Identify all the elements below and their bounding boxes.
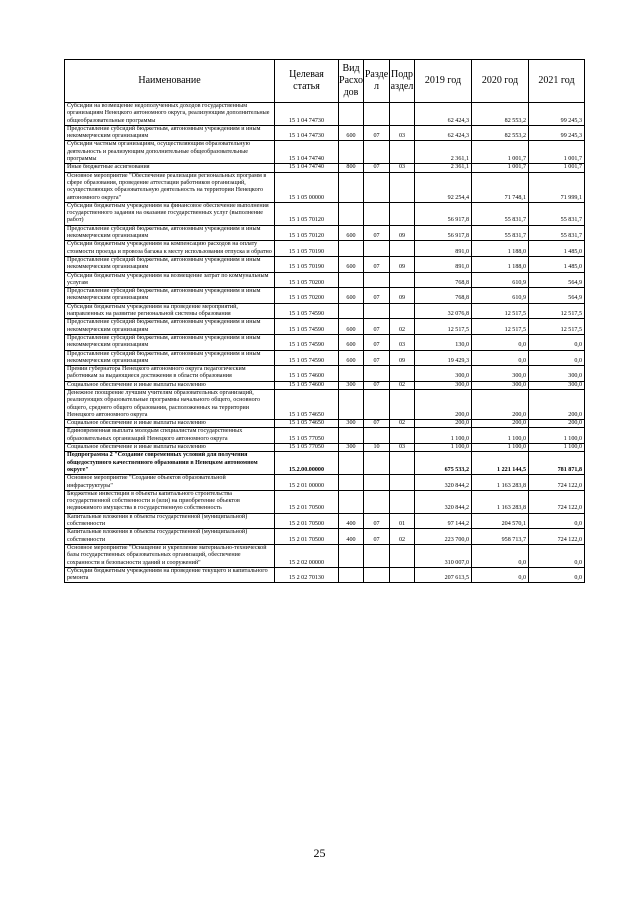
cell-2021: 0,0	[529, 544, 585, 567]
cell-name: Предоставление субсидий бюджетным, автономным учреждениям и иным некоммерческим организациям	[65, 225, 275, 241]
cell-2020: 0,0	[472, 334, 529, 350]
col-header-2020: 2020 год	[472, 60, 529, 103]
cell-expense-type	[339, 389, 364, 419]
cell-expense-type	[339, 475, 364, 491]
cell-subsection: 09	[390, 256, 415, 272]
cell-section: 07	[364, 381, 390, 389]
cell-expense-type: 600	[339, 319, 364, 335]
table-row	[65, 567, 585, 583]
cell-code: 15 1 05 74590	[275, 334, 339, 350]
cell-name: Предоставление субсидий бюджетным, автономным учреждениям и иным некоммерческим организациям	[65, 319, 275, 335]
cell-name: Основное мероприятие "Оснащение и укрепление материально-технической базы государственных образовательных организаций, обеспечение сохранности и безопасности зданий и сооружений"	[65, 544, 275, 567]
cell-expense-type: 300	[339, 420, 364, 428]
cell-2021: 1 001,7	[529, 141, 585, 164]
cell-2020: 610,9	[472, 272, 529, 288]
cell-2021: 55 831,7	[529, 202, 585, 225]
cell-2021: 564,9	[529, 272, 585, 288]
cell-2019: 223 700,0	[415, 529, 472, 545]
cell-section	[364, 366, 390, 382]
cell-2019: 300,0	[415, 366, 472, 382]
cell-subsection: 01	[390, 513, 415, 529]
cell-section: 07	[364, 319, 390, 335]
cell-subsection	[390, 544, 415, 567]
table-row	[65, 172, 585, 202]
cell-2020: 12 517,5	[472, 319, 529, 335]
cell-2021: 12 517,5	[529, 303, 585, 319]
cell-2021: 564,9	[529, 288, 585, 304]
cell-2019: 62 424,3	[415, 125, 472, 141]
cell-code: 15 1 04 74740	[275, 141, 339, 164]
cell-expense-type	[339, 544, 364, 567]
cell-2019: 19 429,3	[415, 350, 472, 366]
cell-2021: 99 245,3	[529, 103, 585, 126]
cell-2019: 2 361,1	[415, 141, 472, 164]
cell-code: 15 1 05 70200	[275, 288, 339, 304]
cell-name: Социальное обеспечение и иные выплаты населению	[65, 381, 275, 389]
cell-subsection: 02	[390, 420, 415, 428]
table-row	[65, 420, 585, 428]
cell-section	[364, 303, 390, 319]
table-row	[65, 544, 585, 567]
cell-expense-type: 400	[339, 529, 364, 545]
cell-2019: 97 144,2	[415, 513, 472, 529]
cell-2020: 610,9	[472, 288, 529, 304]
cell-subsection	[390, 103, 415, 126]
table-row	[65, 319, 585, 335]
cell-code: 15 1 05 70190	[275, 241, 339, 257]
cell-code: 15 1 05 70120	[275, 202, 339, 225]
cell-subsection	[390, 303, 415, 319]
col-header-section: Разде л	[364, 60, 390, 103]
cell-subsection	[390, 428, 415, 444]
cell-2019: 675 533,2	[415, 452, 472, 475]
cell-expense-type: 600	[339, 256, 364, 272]
cell-2019: 320 844,2	[415, 490, 472, 513]
cell-2020: 204 570,1	[472, 513, 529, 529]
table-row	[65, 164, 585, 172]
cell-section: 07	[364, 125, 390, 141]
cell-2021: 55 831,7	[529, 225, 585, 241]
cell-name: Предоставление субсидий бюджетным, автономным учреждениям и иным некоммерческим организациям	[65, 288, 275, 304]
cell-2021: 724 122,0	[529, 529, 585, 545]
cell-2020: 0,0	[472, 567, 529, 583]
cell-2021: 724 122,0	[529, 475, 585, 491]
cell-subsection: 03	[390, 125, 415, 141]
cell-subsection	[390, 366, 415, 382]
cell-subsection	[390, 141, 415, 164]
cell-2019: 300,0	[415, 381, 472, 389]
cell-name: Субсидии бюджетным учреждениям на возмещение затрат по коммунальным услугам	[65, 272, 275, 288]
cell-2020: 1 001,7	[472, 141, 529, 164]
cell-name: Основное мероприятие "Обеспечение реализации региональных программ в сфере образования, проведение аттестации работников организаций, осуществляющих образовательную деятельность на территории Ненецкого автономного округа"	[65, 172, 275, 202]
cell-section: 07	[364, 513, 390, 529]
cell-2019: 1 100,0	[415, 444, 472, 452]
cell-expense-type: 600	[339, 125, 364, 141]
cell-2019: 891,0	[415, 256, 472, 272]
cell-subsection	[390, 567, 415, 583]
cell-code: 15 2 02 00000	[275, 544, 339, 567]
cell-code: 15 1 05 74600	[275, 381, 339, 389]
cell-expense-type	[339, 567, 364, 583]
cell-name: Единовременная выплата молодым специалистам государственных образовательных организаций Ненецкого автономного округа	[65, 428, 275, 444]
cell-section: 07	[364, 225, 390, 241]
cell-name: Социальное обеспечение и иные выплаты населению	[65, 420, 275, 428]
cell-name: Предоставление субсидий бюджетным, автономным учреждениям и иным некоммерческим организациям	[65, 334, 275, 350]
cell-name: Субсидии бюджетным учреждениям на финансовое обеспечение выполнения государственного задания на оказание государственных услуг (выполнение работ)	[65, 202, 275, 225]
cell-2019: 891,0	[415, 241, 472, 257]
table-row	[65, 475, 585, 491]
cell-2019: 92 254,4	[415, 172, 472, 202]
cell-2021: 300,0	[529, 366, 585, 382]
cell-2020: 82 553,2	[472, 125, 529, 141]
col-header-name: Наименование	[65, 60, 275, 103]
cell-name: Основное мероприятие "Создание объектов образовательной инфраструктуры"	[65, 475, 275, 491]
cell-name: Социальное обеспечение и иные выплаты населению	[65, 444, 275, 452]
cell-expense-type	[339, 303, 364, 319]
table-row	[65, 366, 585, 382]
cell-name: Предоставление субсидий бюджетным, автономным учреждениям и иным некоммерческим организациям	[65, 350, 275, 366]
cell-2019: 62 424,3	[415, 103, 472, 126]
cell-2019: 768,8	[415, 272, 472, 288]
cell-section	[364, 103, 390, 126]
cell-expense-type: 300	[339, 381, 364, 389]
cell-subsection	[390, 389, 415, 419]
cell-name: Субсидии бюджетным учреждениям на проведение текущего и капитального ремонта	[65, 567, 275, 583]
cell-2021: 71 999,1	[529, 172, 585, 202]
cell-2020: 55 831,7	[472, 225, 529, 241]
cell-2021: 0,0	[529, 513, 585, 529]
cell-code: 15 2 02 70130	[275, 567, 339, 583]
cell-code: 15 2 01 70500	[275, 490, 339, 513]
cell-2019: 56 917,8	[415, 202, 472, 225]
cell-expense-type	[339, 490, 364, 513]
cell-code: 15 1 05 70190	[275, 256, 339, 272]
cell-expense-type	[339, 452, 364, 475]
cell-2020: 1 001,7	[472, 164, 529, 172]
cell-name: Капитальные вложения в объекты государственной (муниципальной) собственности	[65, 529, 275, 545]
cell-name: Предоставление субсидий бюджетным, автономным учреждениям и иным некоммерческим организациям	[65, 256, 275, 272]
cell-section	[364, 389, 390, 419]
cell-expense-type	[339, 103, 364, 126]
cell-section: 07	[364, 164, 390, 172]
cell-name: Денежное поощрение лучшим учителям образовательных организаций, реализующих образовательные программы начального общего, основного общего, среднего общего образования, расположенных на территории Ненецкого автономного округа	[65, 389, 275, 419]
cell-code: 15 1 04 74730	[275, 125, 339, 141]
cell-code: 15 1 05 74600	[275, 366, 339, 382]
table-row	[65, 225, 585, 241]
cell-section	[364, 428, 390, 444]
col-header-2019: 2019 год	[415, 60, 472, 103]
cell-2020: 958 713,7	[472, 529, 529, 545]
table-row	[65, 350, 585, 366]
cell-code: 15 2 01 70500	[275, 513, 339, 529]
table-row	[65, 389, 585, 419]
table-row	[65, 103, 585, 126]
table-row	[65, 381, 585, 389]
cell-2021: 12 517,5	[529, 319, 585, 335]
cell-name: Капитальные вложения в объекты государственной (муниципальной) собственности	[65, 513, 275, 529]
cell-2019: 310 007,0	[415, 544, 472, 567]
cell-code: 15.2.00.00000	[275, 452, 339, 475]
cell-code: 15 1 05 74590	[275, 319, 339, 335]
cell-2020: 300,0	[472, 381, 529, 389]
cell-subsection: 03	[390, 334, 415, 350]
cell-subsection: 02	[390, 381, 415, 389]
cell-name: Предоставление субсидий бюджетным, автономным учреждениям и иным некоммерческим организациям	[65, 125, 275, 141]
cell-2019: 130,0	[415, 334, 472, 350]
cell-subsection: 02	[390, 319, 415, 335]
cell-2021: 1 485,0	[529, 256, 585, 272]
table-row	[65, 288, 585, 304]
cell-expense-type: 600	[339, 334, 364, 350]
cell-2021: 1 001,7	[529, 164, 585, 172]
table-row	[65, 490, 585, 513]
table-row	[65, 125, 585, 141]
table-row	[65, 529, 585, 545]
budget-table	[64, 59, 585, 583]
cell-section: 07	[364, 420, 390, 428]
cell-2020: 0,0	[472, 350, 529, 366]
table-row	[65, 452, 585, 475]
cell-code: 15 1 05 77050	[275, 444, 339, 452]
cell-code: 15 1 05 74650	[275, 389, 339, 419]
cell-subsection: 03	[390, 444, 415, 452]
cell-2021: 300,0	[529, 381, 585, 389]
cell-subsection: 09	[390, 288, 415, 304]
cell-code: 15 1 05 70120	[275, 225, 339, 241]
cell-code: 15 1 04 74730	[275, 103, 339, 126]
cell-2020: 200,0	[472, 389, 529, 419]
cell-2021: 200,0	[529, 389, 585, 419]
cell-name: Подпрограмма 2 "Создание современных условий для получения общедоступного качественного образования в Ненецком автономном округе"	[65, 452, 275, 475]
cell-expense-type: 600	[339, 225, 364, 241]
cell-2020: 1 221 144,5	[472, 452, 529, 475]
table-body	[65, 103, 585, 583]
cell-code: 15 1 05 74590	[275, 303, 339, 319]
cell-expense-type	[339, 366, 364, 382]
cell-2021: 0,0	[529, 350, 585, 366]
cell-2020: 200,0	[472, 420, 529, 428]
cell-2021: 0,0	[529, 334, 585, 350]
cell-section	[364, 544, 390, 567]
col-header-code: Целевая статья	[275, 60, 339, 103]
cell-expense-type: 600	[339, 350, 364, 366]
cell-expense-type: 300	[339, 444, 364, 452]
table-row	[65, 272, 585, 288]
cell-2019: 12 517,5	[415, 319, 472, 335]
cell-2020: 1 163 283,8	[472, 475, 529, 491]
cell-expense-type: 600	[339, 288, 364, 304]
cell-2021: 1 485,0	[529, 241, 585, 257]
cell-subsection: 02	[390, 529, 415, 545]
table-row	[65, 513, 585, 529]
cell-subsection: 03	[390, 164, 415, 172]
cell-2019: 768,8	[415, 288, 472, 304]
cell-section: 10	[364, 444, 390, 452]
table-row	[65, 334, 585, 350]
cell-2019: 207 613,5	[415, 567, 472, 583]
cell-name: Иные бюджетные ассигнования	[65, 164, 275, 172]
table-row	[65, 202, 585, 225]
cell-section	[364, 202, 390, 225]
cell-2019: 200,0	[415, 389, 472, 419]
cell-section: 07	[364, 334, 390, 350]
cell-subsection	[390, 172, 415, 202]
cell-code: 15 1 05 74590	[275, 350, 339, 366]
cell-subsection: 09	[390, 350, 415, 366]
cell-section: 07	[364, 529, 390, 545]
cell-2020: 1 188,0	[472, 241, 529, 257]
cell-2021: 724 122,0	[529, 490, 585, 513]
cell-code: 15 1 05 00000	[275, 172, 339, 202]
cell-subsection	[390, 272, 415, 288]
cell-name: Субсидии на возмещение недополученных доходов государственным организациям Ненецкого автономного округа, реализующим дополнительные общеобразовательные программы	[65, 103, 275, 126]
cell-code: 15 1 05 74650	[275, 420, 339, 428]
cell-subsection	[390, 490, 415, 513]
table-row	[65, 428, 585, 444]
cell-2020: 12 517,5	[472, 303, 529, 319]
cell-name: Субсидии частным организациям, осуществляющим образовательную деятельность и реализующим дополнительные общеобразовательные программы	[65, 141, 275, 164]
cell-2021: 1 100,0	[529, 444, 585, 452]
cell-section	[364, 272, 390, 288]
cell-subsection	[390, 475, 415, 491]
cell-expense-type	[339, 202, 364, 225]
cell-expense-type	[339, 272, 364, 288]
cell-subsection: 09	[390, 225, 415, 241]
cell-name: Субсидии бюджетным учреждениям на проведение мероприятий, направленных на развитие региональной системы образования	[65, 303, 275, 319]
col-header-subsection: Подр аздел	[390, 60, 415, 103]
col-header-type: Вид Расхо дов	[339, 60, 364, 103]
cell-name: Премии губернатора Ненецкого автономного округа педагогическим работникам за выдающиеся достижения в области образования	[65, 366, 275, 382]
cell-2019: 320 844,2	[415, 475, 472, 491]
cell-2020: 1 163 283,8	[472, 490, 529, 513]
cell-name: Субсидии бюджетным учреждениям на компенсацию расходов на оплату стоимости проезда и провоза багажа к месту использования отпуска и обратно	[65, 241, 275, 257]
cell-2020: 71 748,1	[472, 172, 529, 202]
cell-code: 15 2 01 00000	[275, 475, 339, 491]
cell-2019: 200,0	[415, 420, 472, 428]
cell-section	[364, 567, 390, 583]
cell-subsection	[390, 241, 415, 257]
cell-section: 07	[364, 256, 390, 272]
cell-expense-type: 800	[339, 164, 364, 172]
table-row	[65, 256, 585, 272]
cell-2021: 200,0	[529, 420, 585, 428]
cell-2019: 56 917,8	[415, 225, 472, 241]
cell-2019: 2 361,1	[415, 164, 472, 172]
cell-expense-type	[339, 428, 364, 444]
header-row	[65, 60, 585, 103]
cell-section	[364, 490, 390, 513]
cell-code: 15 1 05 70200	[275, 272, 339, 288]
col-header-2021: 2021 год	[529, 60, 585, 103]
cell-section	[364, 452, 390, 475]
cell-2020: 300,0	[472, 366, 529, 382]
cell-2019: 32 076,8	[415, 303, 472, 319]
cell-2020: 55 831,7	[472, 202, 529, 225]
cell-2020: 1 100,0	[472, 444, 529, 452]
cell-section: 07	[364, 350, 390, 366]
table-row	[65, 141, 585, 164]
cell-2021: 781 871,8	[529, 452, 585, 475]
cell-expense-type: 400	[339, 513, 364, 529]
cell-subsection	[390, 202, 415, 225]
cell-name: Бюджетные инвестиции в объекты капитального строительства государственной собственности и (или) на приобретение объектов недвижимого имущества в государственную собственность	[65, 490, 275, 513]
cell-section	[364, 241, 390, 257]
cell-expense-type	[339, 241, 364, 257]
page-number: 25	[313, 846, 326, 860]
cell-expense-type	[339, 141, 364, 164]
cell-2020: 1 100,0	[472, 428, 529, 444]
cell-2020: 1 188,0	[472, 256, 529, 272]
cell-2021: 1 100,0	[529, 428, 585, 444]
cell-section: 07	[364, 288, 390, 304]
cell-2019: 1 100,0	[415, 428, 472, 444]
table-row	[65, 303, 585, 319]
cell-2020: 82 553,2	[472, 103, 529, 126]
cell-code: 15 1 04 74740	[275, 164, 339, 172]
cell-2020: 0,0	[472, 544, 529, 567]
cell-section	[364, 172, 390, 202]
cell-2021: 99 245,3	[529, 125, 585, 141]
cell-section	[364, 141, 390, 164]
cell-section	[364, 475, 390, 491]
cell-subsection	[390, 452, 415, 475]
table-row	[65, 444, 585, 452]
cell-expense-type	[339, 172, 364, 202]
cell-code: 15 2 01 70500	[275, 529, 339, 545]
cell-2021: 0,0	[529, 567, 585, 583]
table-row	[65, 241, 585, 257]
cell-code: 15 1 05 77050	[275, 428, 339, 444]
